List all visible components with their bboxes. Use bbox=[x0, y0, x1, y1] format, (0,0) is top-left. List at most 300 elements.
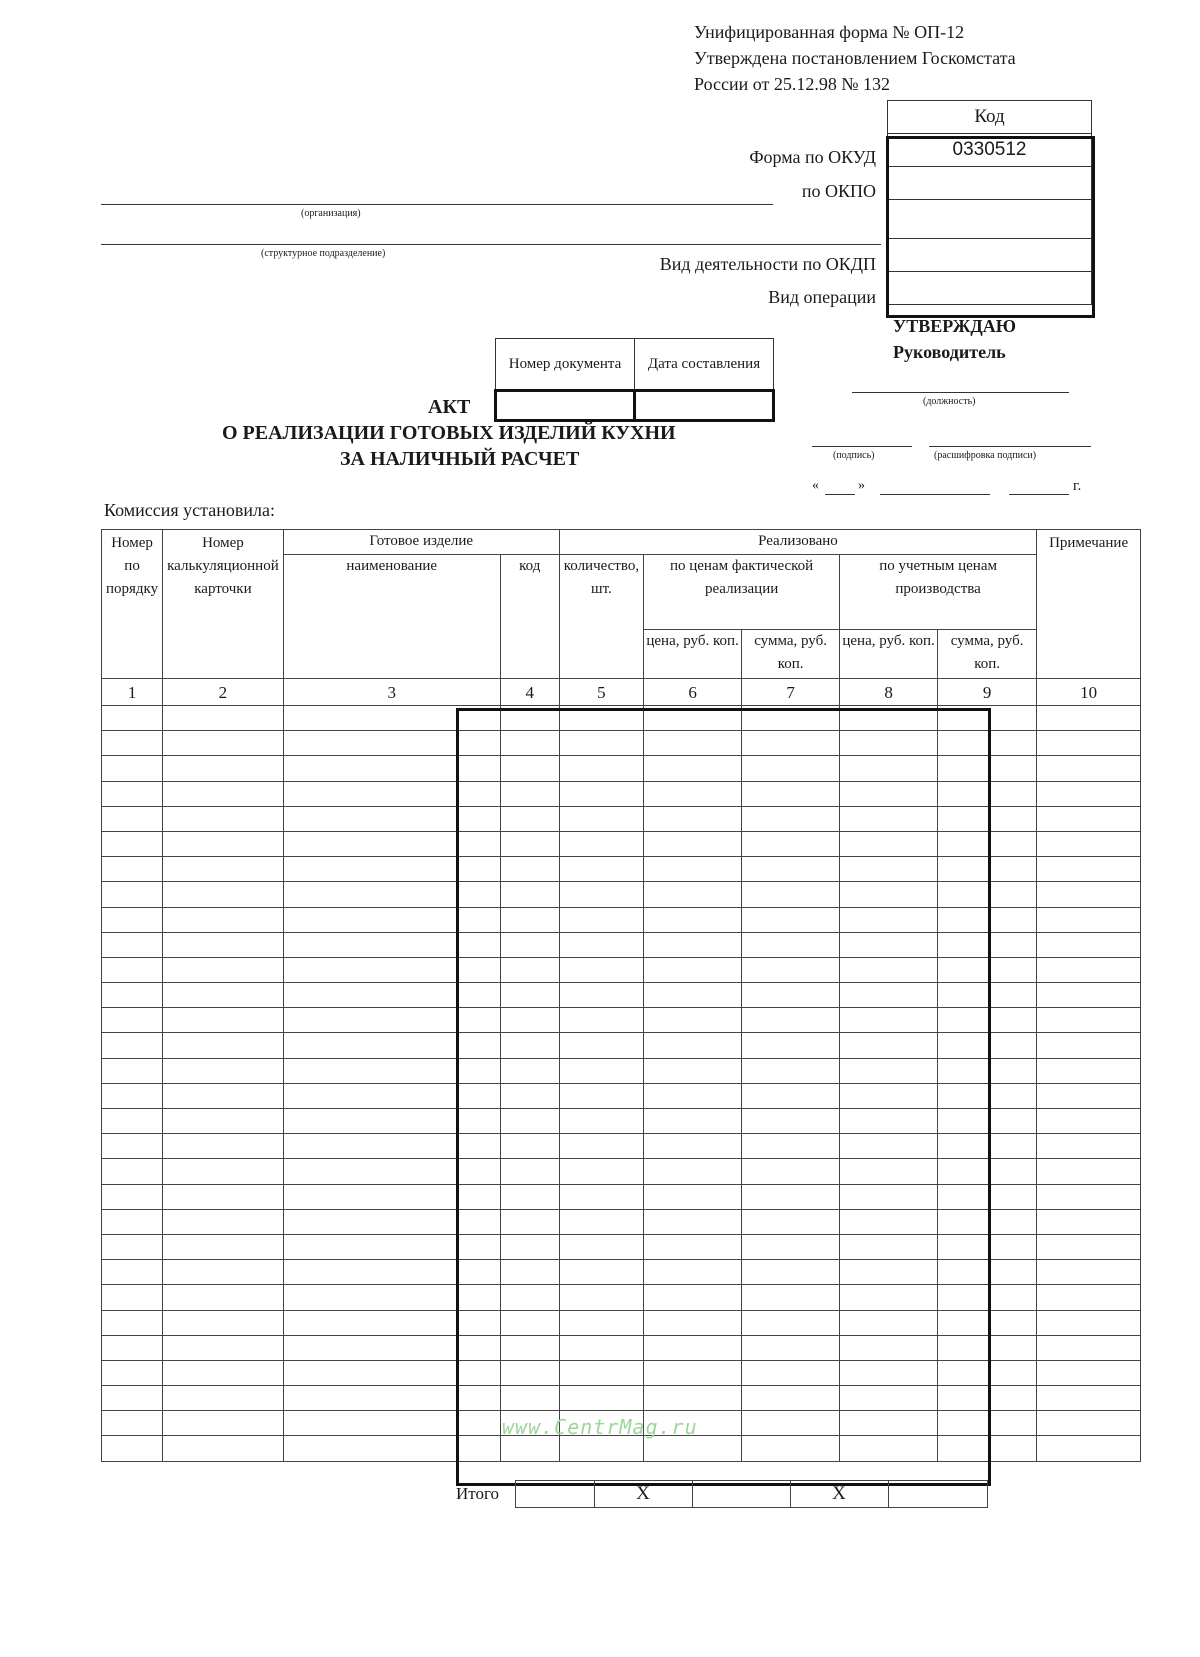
table-cell[interactable] bbox=[500, 1360, 559, 1385]
table-cell[interactable] bbox=[742, 706, 840, 731]
table-cell[interactable] bbox=[163, 731, 284, 756]
table-cell[interactable] bbox=[163, 1411, 284, 1436]
table-cell[interactable] bbox=[840, 1209, 938, 1234]
table-cell[interactable] bbox=[559, 1083, 643, 1108]
table-cell[interactable] bbox=[102, 1260, 163, 1285]
table-cell[interactable] bbox=[1037, 831, 1141, 856]
table-cell[interactable] bbox=[163, 1310, 284, 1335]
table-cell[interactable] bbox=[938, 1260, 1037, 1285]
table-cell[interactable] bbox=[500, 1234, 559, 1259]
position-field[interactable] bbox=[852, 392, 1069, 393]
table-cell[interactable] bbox=[840, 1083, 938, 1108]
table-cell[interactable] bbox=[938, 706, 1037, 731]
organization-field[interactable] bbox=[101, 204, 773, 205]
table-cell[interactable] bbox=[102, 932, 163, 957]
table-cell[interactable] bbox=[1037, 907, 1141, 932]
table-cell[interactable] bbox=[644, 831, 742, 856]
table-cell[interactable] bbox=[559, 1360, 643, 1385]
table-cell[interactable] bbox=[644, 1386, 742, 1411]
table-cell[interactable] bbox=[559, 983, 643, 1008]
table-cell[interactable] bbox=[644, 857, 742, 882]
table-cell[interactable] bbox=[1037, 1058, 1141, 1083]
table-cell[interactable] bbox=[102, 706, 163, 731]
table-cell[interactable] bbox=[283, 907, 500, 932]
table-cell[interactable] bbox=[938, 957, 1037, 982]
okud-code-value[interactable]: 0330512 bbox=[888, 134, 1092, 167]
signature-field[interactable] bbox=[812, 446, 912, 447]
table-cell[interactable] bbox=[102, 1209, 163, 1234]
table-cell[interactable] bbox=[163, 957, 284, 982]
table-cell[interactable] bbox=[283, 1234, 500, 1259]
table-cell[interactable] bbox=[938, 1134, 1037, 1159]
table-cell[interactable] bbox=[500, 1386, 559, 1411]
table-cell[interactable] bbox=[163, 983, 284, 1008]
table-cell[interactable] bbox=[102, 983, 163, 1008]
table-cell[interactable] bbox=[559, 1234, 643, 1259]
table-cell[interactable] bbox=[283, 1360, 500, 1385]
table-cell[interactable] bbox=[742, 731, 840, 756]
table-cell[interactable] bbox=[283, 1109, 500, 1134]
table-cell[interactable] bbox=[938, 1335, 1037, 1360]
table-cell[interactable] bbox=[938, 1008, 1037, 1033]
table-cell[interactable] bbox=[102, 781, 163, 806]
table-cell[interactable] bbox=[938, 1058, 1037, 1083]
table-cell[interactable] bbox=[1037, 857, 1141, 882]
document-number-cell[interactable] bbox=[496, 391, 635, 421]
table-cell[interactable] bbox=[742, 932, 840, 957]
department-field[interactable] bbox=[101, 244, 881, 245]
table-cell[interactable] bbox=[559, 907, 643, 932]
date-month-field[interactable] bbox=[880, 494, 990, 495]
table-cell[interactable] bbox=[742, 907, 840, 932]
table-cell[interactable] bbox=[644, 1083, 742, 1108]
table-cell[interactable] bbox=[1037, 1310, 1141, 1335]
table-cell[interactable] bbox=[840, 1360, 938, 1385]
table-cell[interactable] bbox=[840, 1234, 938, 1259]
table-cell[interactable] bbox=[163, 756, 284, 781]
table-cell[interactable] bbox=[500, 907, 559, 932]
table-cell[interactable] bbox=[283, 1260, 500, 1285]
table-cell[interactable] bbox=[840, 882, 938, 907]
okdp-code-cell[interactable] bbox=[888, 239, 1092, 272]
okpo-code-cell[interactable] bbox=[888, 167, 1092, 200]
table-cell[interactable] bbox=[283, 831, 500, 856]
table-cell[interactable] bbox=[500, 1134, 559, 1159]
table-cell[interactable] bbox=[1037, 1209, 1141, 1234]
date-day-field[interactable] bbox=[825, 494, 855, 495]
table-cell[interactable] bbox=[742, 806, 840, 831]
table-cell[interactable] bbox=[102, 1058, 163, 1083]
table-cell[interactable] bbox=[938, 806, 1037, 831]
table-cell[interactable] bbox=[840, 1008, 938, 1033]
table-cell[interactable] bbox=[938, 831, 1037, 856]
table-cell[interactable] bbox=[742, 1234, 840, 1259]
table-cell[interactable] bbox=[163, 1260, 284, 1285]
table-cell[interactable] bbox=[102, 1159, 163, 1184]
table-cell[interactable] bbox=[283, 1310, 500, 1335]
table-cell[interactable] bbox=[500, 1008, 559, 1033]
table-cell[interactable] bbox=[283, 1411, 500, 1436]
table-cell[interactable] bbox=[840, 1109, 938, 1134]
table-cell[interactable] bbox=[840, 1411, 938, 1436]
table-cell[interactable] bbox=[938, 756, 1037, 781]
table-cell[interactable] bbox=[644, 1008, 742, 1033]
table-cell[interactable] bbox=[102, 756, 163, 781]
table-cell[interactable] bbox=[938, 882, 1037, 907]
table-cell[interactable] bbox=[559, 1109, 643, 1134]
table-cell[interactable] bbox=[102, 1436, 163, 1461]
table-cell[interactable] bbox=[1037, 1008, 1141, 1033]
table-cell[interactable] bbox=[1037, 1109, 1141, 1134]
table-cell[interactable] bbox=[644, 731, 742, 756]
table-cell[interactable] bbox=[500, 1209, 559, 1234]
table-cell[interactable] bbox=[500, 957, 559, 982]
table-cell[interactable] bbox=[742, 1033, 840, 1058]
table-cell[interactable] bbox=[283, 957, 500, 982]
table-cell[interactable] bbox=[644, 1058, 742, 1083]
table-cell[interactable] bbox=[840, 1184, 938, 1209]
table-cell[interactable] bbox=[283, 1058, 500, 1083]
table-cell[interactable] bbox=[559, 1436, 643, 1461]
table-cell[interactable] bbox=[742, 1184, 840, 1209]
table-cell[interactable] bbox=[500, 1083, 559, 1108]
table-cell[interactable] bbox=[283, 756, 500, 781]
table-cell[interactable] bbox=[163, 1285, 284, 1310]
table-cell[interactable] bbox=[283, 1008, 500, 1033]
table-cell[interactable] bbox=[840, 1134, 938, 1159]
table-cell[interactable] bbox=[1037, 1285, 1141, 1310]
document-date-cell[interactable] bbox=[635, 391, 774, 421]
table-cell[interactable] bbox=[500, 1058, 559, 1083]
table-cell[interactable] bbox=[163, 831, 284, 856]
table-cell[interactable] bbox=[1037, 983, 1141, 1008]
table-cell[interactable] bbox=[938, 907, 1037, 932]
table-cell[interactable] bbox=[102, 831, 163, 856]
table-cell[interactable] bbox=[500, 1260, 559, 1285]
table-cell[interactable] bbox=[1037, 1033, 1141, 1058]
table-cell[interactable] bbox=[644, 957, 742, 982]
table-cell[interactable] bbox=[840, 1159, 938, 1184]
table-cell[interactable] bbox=[742, 1134, 840, 1159]
total-quantity-cell[interactable] bbox=[515, 1481, 594, 1508]
table-cell[interactable] bbox=[644, 806, 742, 831]
table-cell[interactable] bbox=[1037, 1260, 1141, 1285]
table-cell[interactable] bbox=[102, 1033, 163, 1058]
table-cell[interactable] bbox=[500, 731, 559, 756]
table-cell[interactable] bbox=[644, 756, 742, 781]
table-cell[interactable] bbox=[938, 1109, 1037, 1134]
table-cell[interactable] bbox=[283, 806, 500, 831]
table-cell[interactable] bbox=[742, 1436, 840, 1461]
table-cell[interactable] bbox=[1037, 1411, 1141, 1436]
table-cell[interactable] bbox=[163, 1184, 284, 1209]
table-cell[interactable] bbox=[644, 1159, 742, 1184]
table-cell[interactable] bbox=[163, 1209, 284, 1234]
table-cell[interactable] bbox=[1037, 806, 1141, 831]
table-cell[interactable] bbox=[283, 983, 500, 1008]
table-cell[interactable] bbox=[840, 932, 938, 957]
table-cell[interactable] bbox=[938, 731, 1037, 756]
table-cell[interactable] bbox=[283, 1386, 500, 1411]
table-cell[interactable] bbox=[283, 1083, 500, 1108]
table-cell[interactable] bbox=[283, 932, 500, 957]
table-cell[interactable] bbox=[840, 1386, 938, 1411]
table-cell[interactable] bbox=[500, 857, 559, 882]
table-cell[interactable] bbox=[163, 1008, 284, 1033]
table-cell[interactable] bbox=[283, 731, 500, 756]
table-cell[interactable] bbox=[938, 1436, 1037, 1461]
table-cell[interactable] bbox=[102, 806, 163, 831]
table-cell[interactable] bbox=[938, 1411, 1037, 1436]
table-cell[interactable] bbox=[163, 857, 284, 882]
table-cell[interactable] bbox=[840, 806, 938, 831]
table-cell[interactable] bbox=[644, 706, 742, 731]
table-cell[interactable] bbox=[102, 1386, 163, 1411]
table-cell[interactable] bbox=[742, 1285, 840, 1310]
table-cell[interactable] bbox=[840, 857, 938, 882]
table-cell[interactable] bbox=[500, 1310, 559, 1335]
table-cell[interactable] bbox=[1037, 1386, 1141, 1411]
table-cell[interactable] bbox=[742, 857, 840, 882]
table-cell[interactable] bbox=[1037, 731, 1141, 756]
table-cell[interactable] bbox=[559, 1184, 643, 1209]
total-accounting-sum-cell[interactable] bbox=[888, 1481, 987, 1508]
table-cell[interactable] bbox=[1037, 1234, 1141, 1259]
table-cell[interactable] bbox=[500, 1436, 559, 1461]
table-cell[interactable] bbox=[102, 1083, 163, 1108]
table-cell[interactable] bbox=[840, 1310, 938, 1335]
table-cell[interactable] bbox=[644, 1360, 742, 1385]
table-cell[interactable] bbox=[283, 706, 500, 731]
table-cell[interactable] bbox=[559, 1008, 643, 1033]
table-cell[interactable] bbox=[1037, 1083, 1141, 1108]
table-cell[interactable] bbox=[1037, 1134, 1141, 1159]
table-cell[interactable] bbox=[559, 1058, 643, 1083]
table-cell[interactable] bbox=[102, 857, 163, 882]
table-cell[interactable] bbox=[742, 1260, 840, 1285]
table-cell[interactable] bbox=[163, 882, 284, 907]
table-cell[interactable] bbox=[102, 1310, 163, 1335]
table-cell[interactable] bbox=[644, 1033, 742, 1058]
table-cell[interactable] bbox=[283, 1159, 500, 1184]
table-cell[interactable] bbox=[500, 706, 559, 731]
table-cell[interactable] bbox=[840, 731, 938, 756]
table-cell[interactable] bbox=[644, 781, 742, 806]
table-cell[interactable] bbox=[938, 1360, 1037, 1385]
table-cell[interactable] bbox=[559, 932, 643, 957]
table-cell[interactable] bbox=[938, 1033, 1037, 1058]
table-cell[interactable] bbox=[500, 756, 559, 781]
table-cell[interactable] bbox=[742, 882, 840, 907]
table-cell[interactable] bbox=[938, 781, 1037, 806]
table-cell[interactable] bbox=[644, 1234, 742, 1259]
table-cell[interactable] bbox=[283, 1209, 500, 1234]
table-cell[interactable] bbox=[938, 1083, 1037, 1108]
table-cell[interactable] bbox=[163, 781, 284, 806]
table-cell[interactable] bbox=[1037, 1335, 1141, 1360]
table-cell[interactable] bbox=[644, 1260, 742, 1285]
table-cell[interactable] bbox=[559, 706, 643, 731]
table-cell[interactable] bbox=[742, 781, 840, 806]
table-cell[interactable] bbox=[102, 1360, 163, 1385]
table-cell[interactable] bbox=[102, 731, 163, 756]
table-cell[interactable] bbox=[938, 932, 1037, 957]
table-cell[interactable] bbox=[742, 1058, 840, 1083]
table-cell[interactable] bbox=[742, 957, 840, 982]
table-cell[interactable] bbox=[1037, 756, 1141, 781]
table-cell[interactable] bbox=[742, 1411, 840, 1436]
table-cell[interactable] bbox=[500, 932, 559, 957]
table-cell[interactable] bbox=[163, 1134, 284, 1159]
table-cell[interactable] bbox=[938, 1285, 1037, 1310]
table-cell[interactable] bbox=[644, 932, 742, 957]
table-cell[interactable] bbox=[1037, 1360, 1141, 1385]
table-cell[interactable] bbox=[500, 1159, 559, 1184]
table-cell[interactable] bbox=[102, 907, 163, 932]
signature-decoding-field[interactable] bbox=[929, 446, 1091, 447]
table-cell[interactable] bbox=[1037, 1159, 1141, 1184]
table-cell[interactable] bbox=[644, 1109, 742, 1134]
table-cell[interactable] bbox=[1037, 706, 1141, 731]
table-cell[interactable] bbox=[283, 857, 500, 882]
table-cell[interactable] bbox=[163, 706, 284, 731]
table-cell[interactable] bbox=[840, 781, 938, 806]
table-cell[interactable] bbox=[283, 882, 500, 907]
table-cell[interactable] bbox=[102, 957, 163, 982]
table-cell[interactable] bbox=[500, 831, 559, 856]
table-cell[interactable] bbox=[102, 1285, 163, 1310]
table-cell[interactable] bbox=[840, 831, 938, 856]
table-cell[interactable] bbox=[1037, 1436, 1141, 1461]
table-cell[interactable] bbox=[500, 1335, 559, 1360]
table-cell[interactable] bbox=[644, 1184, 742, 1209]
table-cell[interactable] bbox=[742, 1310, 840, 1335]
table-cell[interactable] bbox=[742, 756, 840, 781]
table-cell[interactable] bbox=[102, 1234, 163, 1259]
table-cell[interactable] bbox=[644, 983, 742, 1008]
table-cell[interactable] bbox=[742, 1386, 840, 1411]
table-cell[interactable] bbox=[742, 1083, 840, 1108]
table-cell[interactable] bbox=[163, 806, 284, 831]
table-cell[interactable] bbox=[163, 1109, 284, 1134]
table-cell[interactable] bbox=[742, 983, 840, 1008]
table-cell[interactable] bbox=[163, 1058, 284, 1083]
table-cell[interactable] bbox=[559, 1310, 643, 1335]
table-cell[interactable] bbox=[163, 1360, 284, 1385]
table-cell[interactable] bbox=[938, 857, 1037, 882]
table-cell[interactable] bbox=[938, 1310, 1037, 1335]
table-cell[interactable] bbox=[500, 1184, 559, 1209]
table-cell[interactable] bbox=[500, 1033, 559, 1058]
table-cell[interactable] bbox=[644, 1134, 742, 1159]
date-year-field[interactable] bbox=[1009, 494, 1069, 495]
table-cell[interactable] bbox=[644, 1285, 742, 1310]
table-cell[interactable] bbox=[1037, 882, 1141, 907]
table-cell[interactable] bbox=[938, 983, 1037, 1008]
table-cell[interactable] bbox=[283, 1436, 500, 1461]
table-cell[interactable] bbox=[163, 1386, 284, 1411]
table-cell[interactable] bbox=[559, 731, 643, 756]
table-cell[interactable] bbox=[840, 1260, 938, 1285]
table-cell[interactable] bbox=[102, 1134, 163, 1159]
table-cell[interactable] bbox=[500, 1285, 559, 1310]
table-cell[interactable] bbox=[559, 1159, 643, 1184]
table-cell[interactable] bbox=[644, 1335, 742, 1360]
table-cell[interactable] bbox=[163, 1335, 284, 1360]
table-cell[interactable] bbox=[163, 1083, 284, 1108]
table-cell[interactable] bbox=[1037, 932, 1141, 957]
table-cell[interactable] bbox=[840, 907, 938, 932]
table-cell[interactable] bbox=[840, 1033, 938, 1058]
table-cell[interactable] bbox=[938, 1159, 1037, 1184]
table-cell[interactable] bbox=[742, 831, 840, 856]
table-cell[interactable] bbox=[742, 1109, 840, 1134]
table-cell[interactable] bbox=[559, 957, 643, 982]
table-cell[interactable] bbox=[742, 1159, 840, 1184]
table-cell[interactable] bbox=[102, 1109, 163, 1134]
table-cell[interactable] bbox=[938, 1184, 1037, 1209]
table-cell[interactable] bbox=[500, 983, 559, 1008]
table-cell[interactable] bbox=[559, 756, 643, 781]
table-cell[interactable] bbox=[742, 1360, 840, 1385]
table-cell[interactable] bbox=[644, 882, 742, 907]
table-cell[interactable] bbox=[559, 1260, 643, 1285]
table-cell[interactable] bbox=[840, 1058, 938, 1083]
table-cell[interactable] bbox=[283, 1285, 500, 1310]
table-cell[interactable] bbox=[102, 1008, 163, 1033]
table-cell[interactable] bbox=[644, 1209, 742, 1234]
table-cell[interactable] bbox=[102, 1335, 163, 1360]
table-cell[interactable] bbox=[500, 781, 559, 806]
table-cell[interactable] bbox=[840, 1436, 938, 1461]
table-cell[interactable] bbox=[559, 1033, 643, 1058]
table-cell[interactable] bbox=[938, 1234, 1037, 1259]
table-cell[interactable] bbox=[500, 806, 559, 831]
table-cell[interactable] bbox=[742, 1335, 840, 1360]
table-cell[interactable] bbox=[1037, 781, 1141, 806]
table-cell[interactable] bbox=[1037, 957, 1141, 982]
total-actual-sum-cell[interactable] bbox=[692, 1481, 790, 1508]
table-cell[interactable] bbox=[644, 907, 742, 932]
table-cell[interactable] bbox=[283, 1335, 500, 1360]
table-cell[interactable] bbox=[102, 1184, 163, 1209]
table-cell[interactable] bbox=[163, 932, 284, 957]
table-cell[interactable] bbox=[283, 1033, 500, 1058]
table-cell[interactable] bbox=[163, 907, 284, 932]
table-cell[interactable] bbox=[500, 1109, 559, 1134]
table-cell[interactable] bbox=[559, 1386, 643, 1411]
table-cell[interactable] bbox=[644, 1310, 742, 1335]
table-cell[interactable] bbox=[644, 1436, 742, 1461]
table-cell[interactable] bbox=[500, 882, 559, 907]
operation-code-cell[interactable] bbox=[888, 272, 1092, 305]
table-cell[interactable] bbox=[559, 806, 643, 831]
table-cell[interactable] bbox=[938, 1209, 1037, 1234]
table-cell[interactable] bbox=[840, 756, 938, 781]
table-cell[interactable] bbox=[559, 1209, 643, 1234]
table-cell[interactable] bbox=[102, 1411, 163, 1436]
extra-code-cell[interactable] bbox=[888, 200, 1092, 239]
table-cell[interactable] bbox=[163, 1436, 284, 1461]
table-cell[interactable] bbox=[1037, 1184, 1141, 1209]
table-cell[interactable] bbox=[840, 957, 938, 982]
table-cell[interactable] bbox=[840, 983, 938, 1008]
table-cell[interactable] bbox=[742, 1008, 840, 1033]
table-cell[interactable] bbox=[742, 1209, 840, 1234]
table-cell[interactable] bbox=[283, 781, 500, 806]
table-cell[interactable] bbox=[840, 1335, 938, 1360]
table-cell[interactable] bbox=[559, 1285, 643, 1310]
